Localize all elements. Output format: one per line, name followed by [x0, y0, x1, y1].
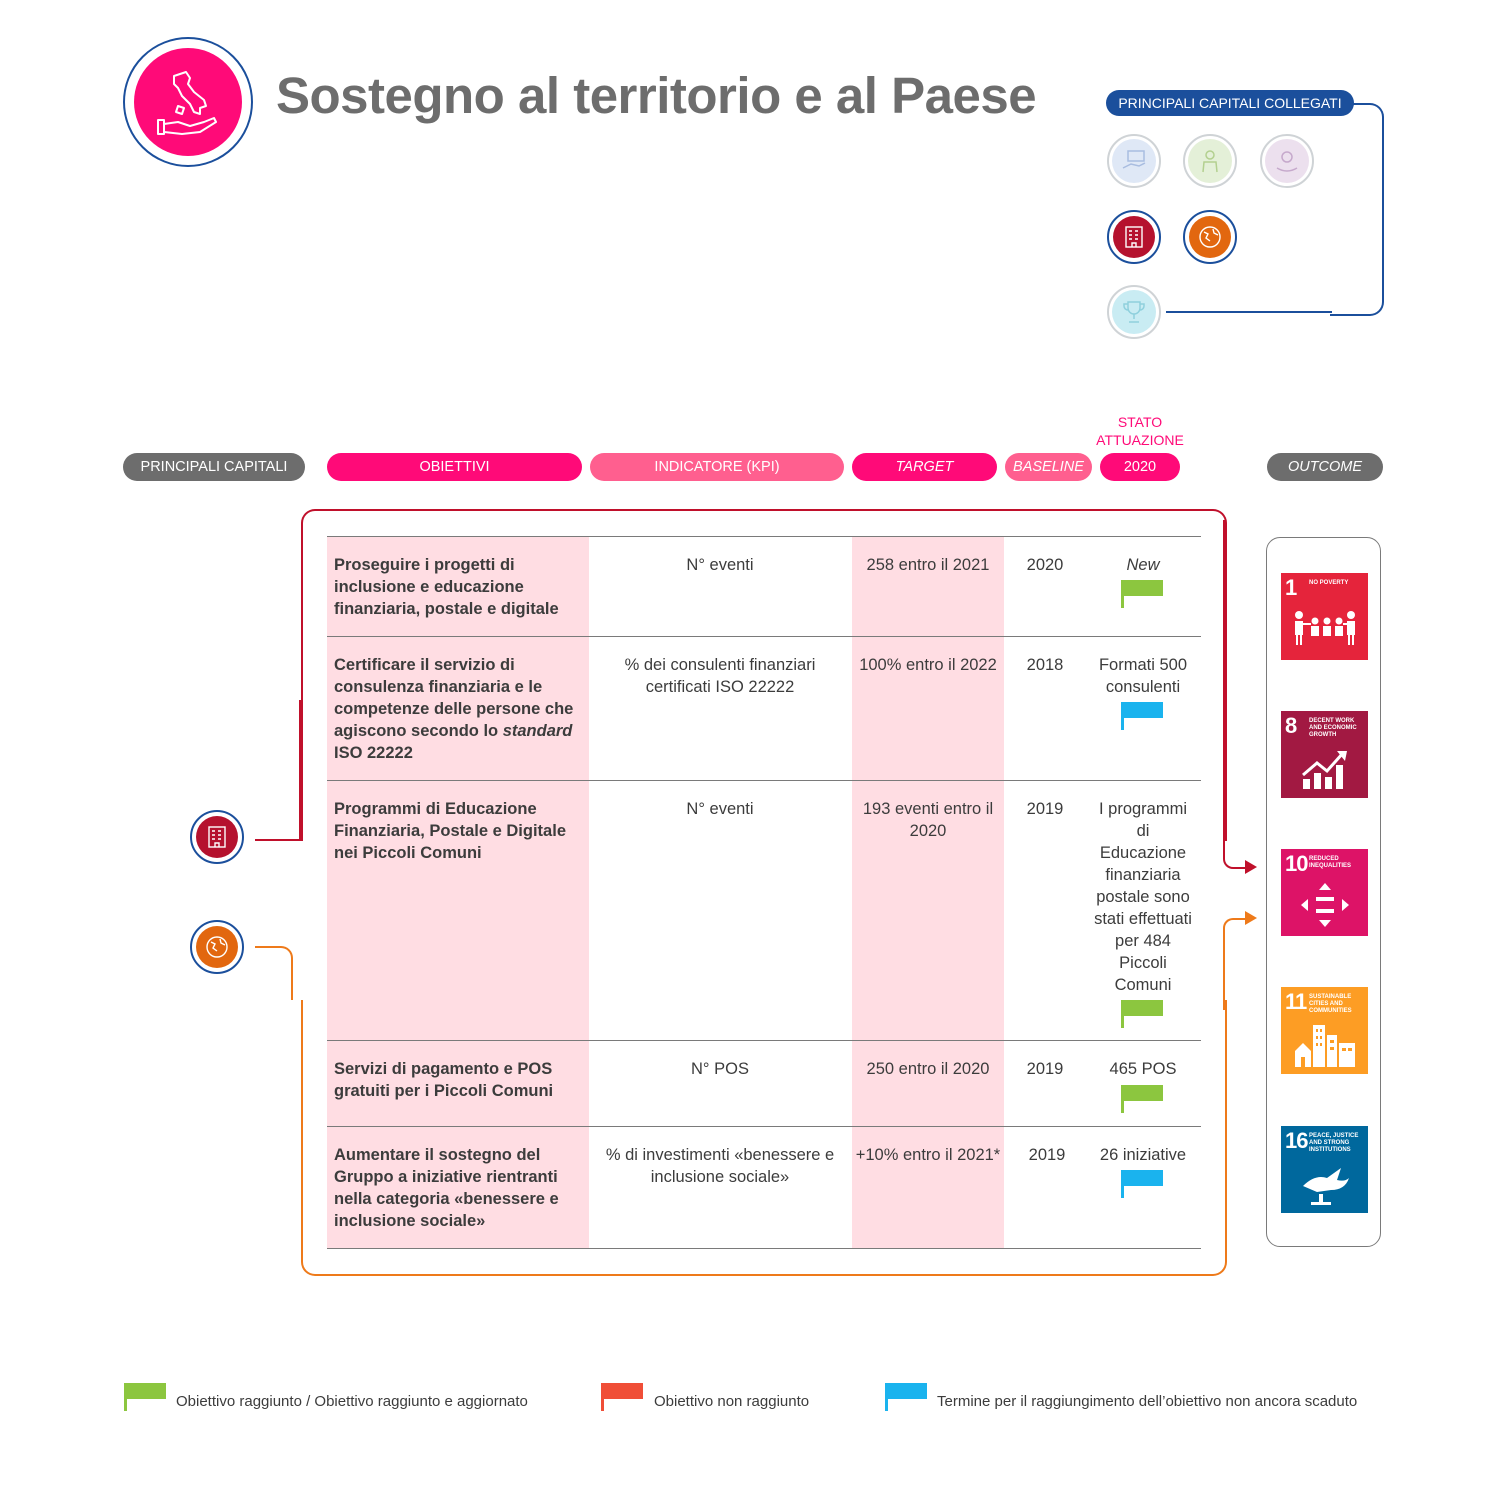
infrastructure-connector-vertical [299, 700, 301, 841]
arrow-right-icon [1245, 860, 1257, 874]
row-divider [327, 1126, 1201, 1127]
header-obiettivi: OBIETTIVI [327, 453, 582, 481]
row-obiettivo: Certificare il servizio di consulenza finanziaria e le competenze delle persone che agiscono secondo lo standard ISO 22222 [334, 656, 574, 762]
capitale-umano [1183, 134, 1237, 188]
row-kpi: N° POS [691, 1060, 749, 1078]
capitale-finanziario [1107, 134, 1161, 188]
row-divider [327, 780, 1201, 781]
capitale-naturale [1183, 210, 1237, 264]
row-stato: I programmi di Educazione finanziaria postale sono stati effettuati per 484 Piccoli Comuni [1094, 800, 1192, 994]
capitali-collegati-label: PRINCIPALI CAPITALI COLLEGATI [1106, 90, 1354, 116]
row-baseline: 2019 [1026, 1060, 1064, 1078]
natural-connector-top [255, 946, 293, 1000]
row-target: 100% entro il 2022 [859, 656, 997, 674]
obiettivi-column [327, 537, 589, 1248]
row-baseline: 2020 [1026, 556, 1064, 574]
globe-icon [1196, 223, 1224, 251]
capitale-infrastrutturale [1107, 210, 1161, 264]
row-divider [327, 1040, 1201, 1041]
building-icon [203, 823, 231, 851]
capitali-connector [1330, 103, 1384, 316]
row-obiettivo: Servizi di pagamento e POS gratuiti per i Piccoli Comuni [334, 1060, 554, 1100]
row-stato: 465 POS [1109, 1060, 1177, 1078]
row-baseline: 2018 [1026, 656, 1064, 674]
row-target: +10% entro il 2021* [855, 1146, 1001, 1164]
row-stato: Formati 500 consulenti [1098, 656, 1188, 696]
row-target: 250 entro il 2020 [866, 1060, 990, 1078]
infrastructure-connector-end [1223, 853, 1247, 869]
capitali-connector-bottom [1166, 311, 1332, 313]
row-obiettivo: Proseguire i progetti di inclusione e educazione finanziaria, postale e digitale [334, 556, 559, 618]
gear-hand-icon [1272, 146, 1302, 176]
row-kpi: N° eventi [686, 556, 754, 574]
legend-flag-blue [885, 1383, 927, 1411]
status-flag-green [1121, 580, 1163, 608]
sdg-8-decent-work: 8 DECENT WORK AND ECONOMIC GROWTH [1281, 711, 1368, 798]
sdg-1-no-poverty: 1 NO POVERTY [1281, 573, 1368, 660]
capitale-naturale-row [190, 920, 244, 974]
arrow-right-icon [1245, 911, 1257, 925]
row-baseline: 2019 [1028, 1146, 1066, 1164]
row-obiettivo: Aumentare il sostegno del Gruppo a iniziative rientranti nella categoria «benessere e inclusione sociale» [334, 1146, 559, 1230]
natural-connector-right [1223, 918, 1247, 1010]
legend-flag-green [124, 1383, 166, 1411]
row-target: 193 eventi entro il 2020 [862, 800, 994, 840]
building-icon [1120, 223, 1148, 251]
header-principali-capitali: PRINCIPALI CAPITALI [123, 453, 305, 481]
city-icon [1293, 1021, 1357, 1067]
row-kpi: N° eventi [686, 800, 754, 818]
people-icon [1195, 146, 1225, 176]
header-anno: 2020 [1100, 453, 1180, 481]
growth-chart-icon [1301, 749, 1349, 789]
row-obiettivo: Programmi di Educazione Finanziaria, Postale e Digitale nei Piccoli Comuni [334, 800, 566, 862]
infrastructure-connector-left [255, 839, 301, 841]
sdg-10-reduced-inequalities: 10 REDUCED INEQUALITIES [1281, 849, 1368, 936]
row-divider [327, 1248, 1201, 1249]
legend-green: Obiettivo raggiunto / Obiettivo raggiunto e aggiornato [176, 1393, 528, 1410]
header-target: TARGET [852, 453, 997, 481]
status-flag-blue [1121, 702, 1163, 730]
theme-badge [123, 37, 253, 167]
page-title: Sostegno al territorio e al Paese [276, 67, 1037, 124]
capitale-infrastrutturale-row [190, 810, 244, 864]
target-column [852, 537, 1004, 1248]
sdg-16-peace-justice: 16 PEACE, JUSTICE AND STRONG INSTITUTIONS [1281, 1126, 1368, 1213]
row-kpi: % dei consulenti finanziari certificati ISO 22222 [624, 656, 816, 696]
italy-hand-icon [134, 48, 242, 156]
equality-icon [1301, 883, 1349, 927]
header-baseline: BASELINE [1005, 453, 1092, 481]
legend-blue: Termine per il raggiungimento dell’obiettivo non ancora scaduto [937, 1393, 1358, 1410]
capitale-sociale [1107, 285, 1161, 339]
row-divider [327, 636, 1201, 637]
legend-red: Obiettivo non raggiunto [654, 1393, 810, 1410]
status-flag-green [1121, 1085, 1163, 1113]
family-icon [1291, 609, 1359, 649]
header-indicatore: INDICATORE (KPI) [590, 453, 844, 481]
money-hand-icon [1119, 146, 1149, 176]
stato-attuazione-label: STATO ATTUAZIONE [1096, 414, 1184, 448]
row-target: 258 entro il 2021 [866, 556, 990, 574]
capitale-intellettuale [1260, 134, 1314, 188]
header-outcome: OUTCOME [1267, 453, 1383, 481]
row-kpi: % di investimenti «benessere e inclusione sociale» [605, 1146, 835, 1186]
sdg-11-sustainable-cities: 11 SUSTAINABLE CITIES AND COMMUNITIES [1281, 987, 1368, 1074]
trophy-icon [1119, 297, 1149, 327]
row-baseline: 2019 [1026, 800, 1064, 818]
status-flag-blue [1121, 1170, 1163, 1198]
globe-icon [203, 933, 231, 961]
row-stato: 26 iniziative [1099, 1146, 1187, 1164]
status-flag-green [1121, 1000, 1163, 1028]
infrastructure-connector-right [1223, 520, 1225, 855]
dove-gavel-icon [1297, 1164, 1353, 1206]
row-divider [327, 536, 1201, 537]
legend-flag-red [601, 1383, 643, 1411]
row-stato: New [1126, 556, 1160, 574]
